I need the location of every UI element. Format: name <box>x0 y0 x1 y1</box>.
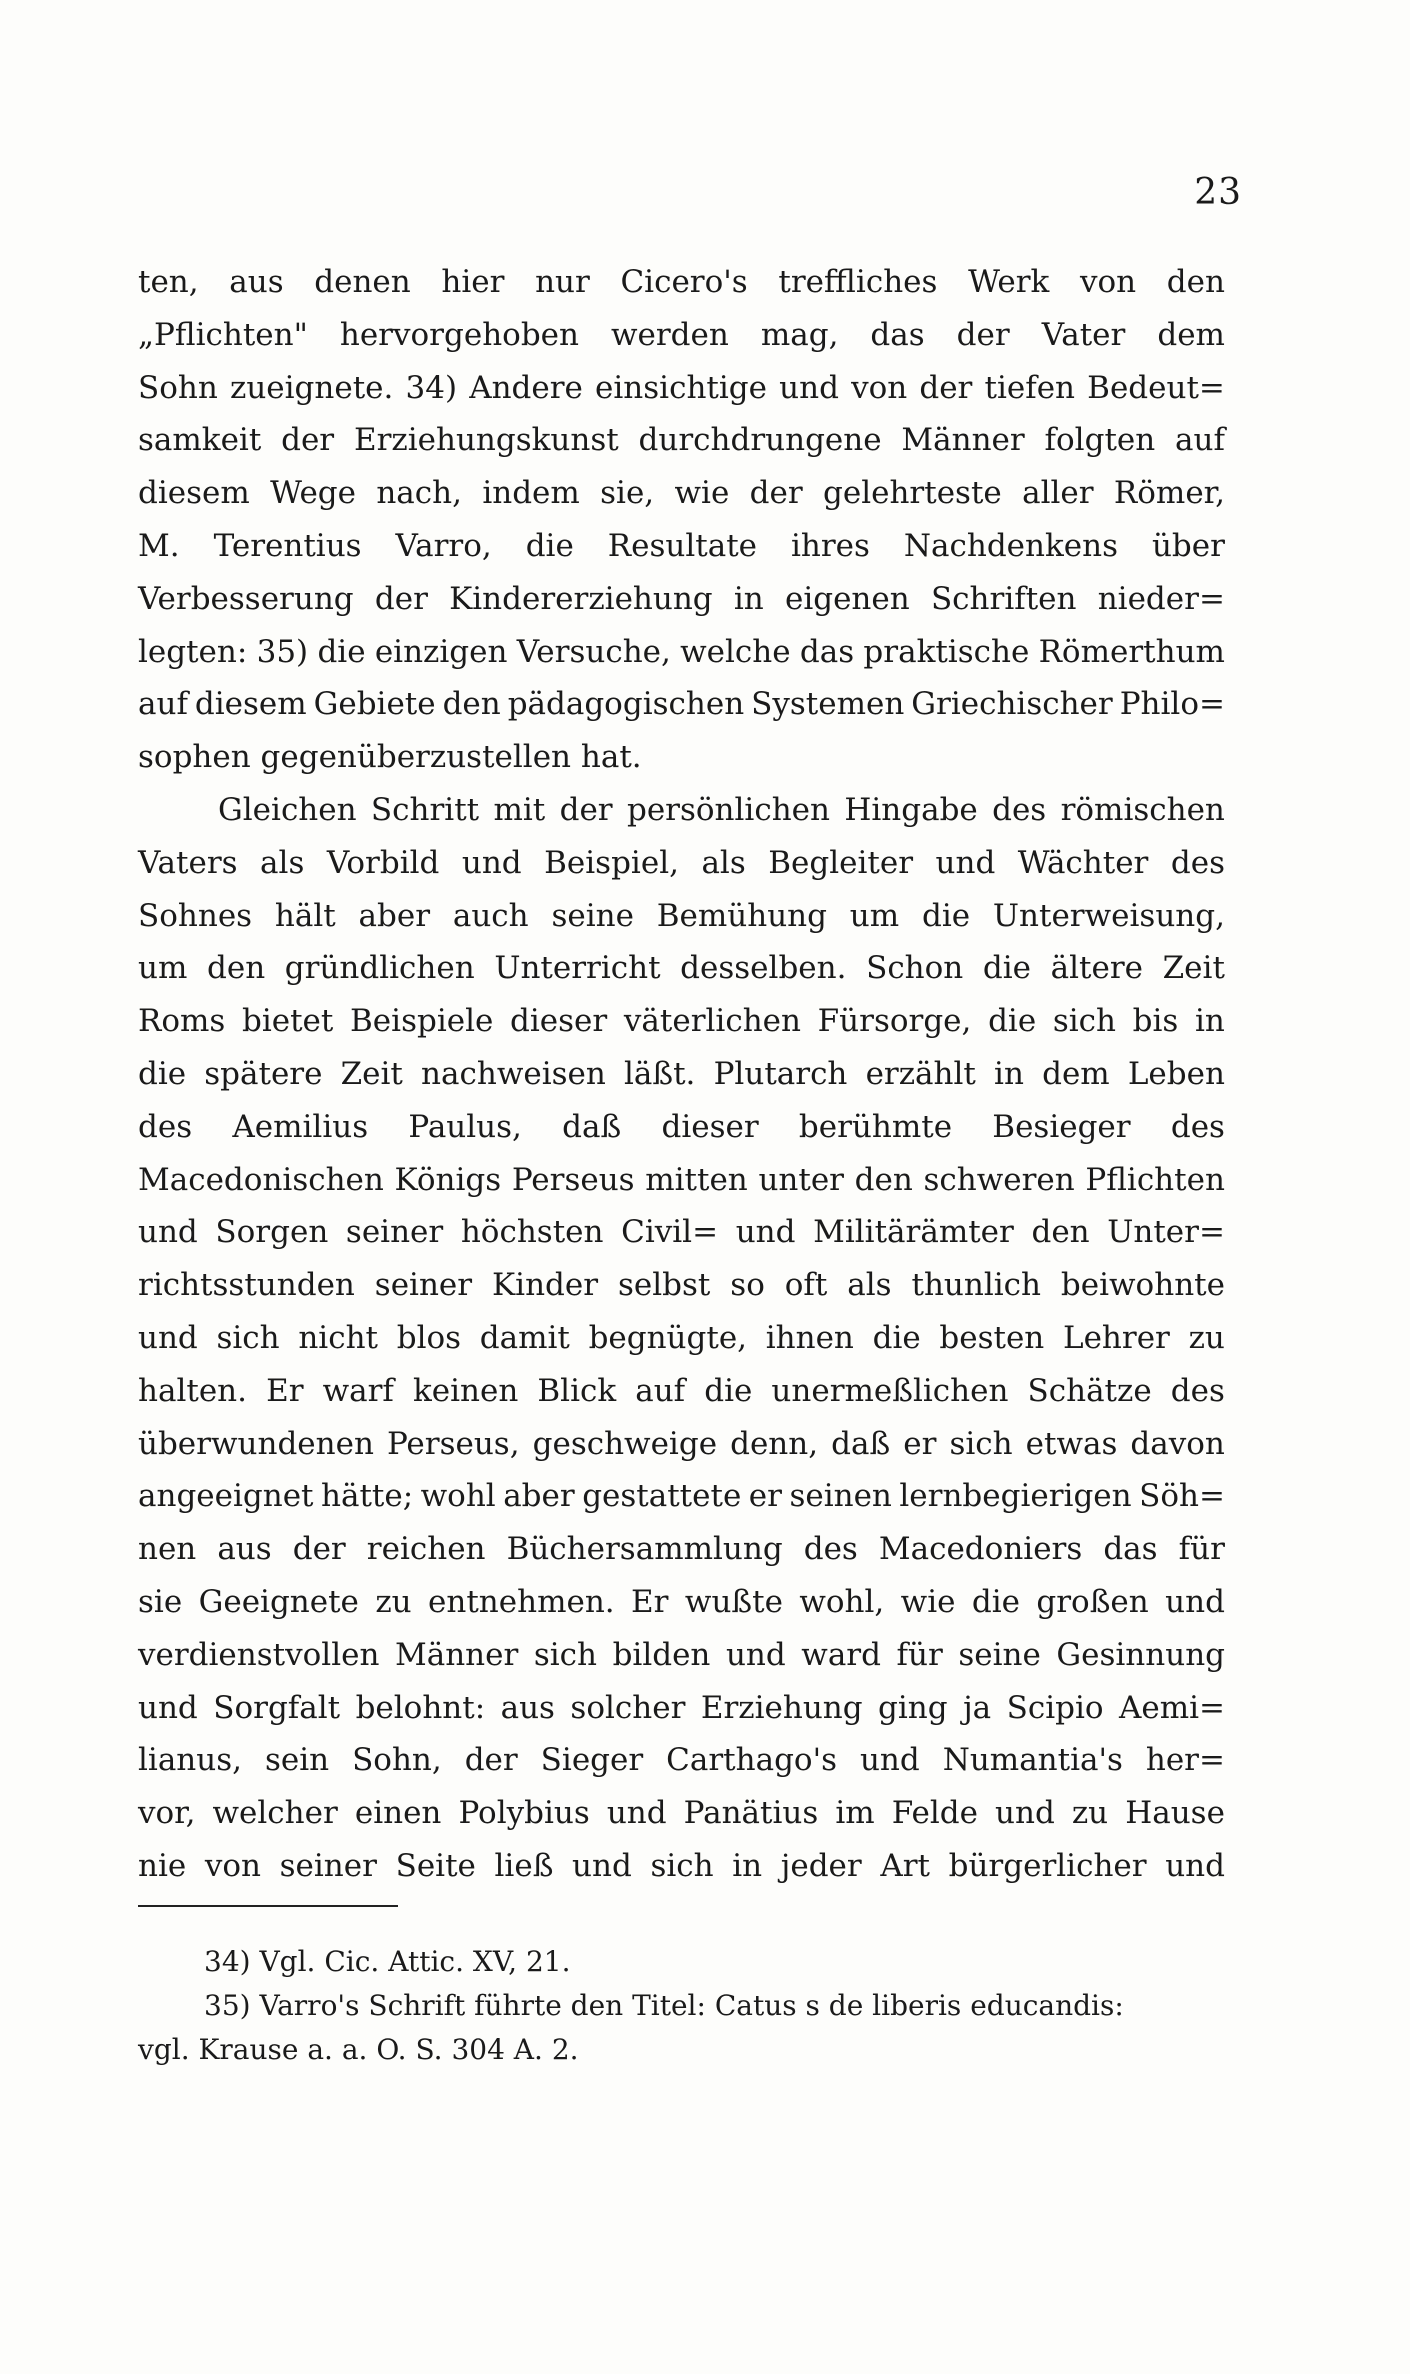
text-line: Verbesserung der Kindererziehung in eigenen Schriften nieder= <box>138 580 1225 617</box>
text-line: diesem Wege nach, indem sie, wie der gelehrteste aller Römer, <box>138 475 1225 512</box>
text-line: „Pflichten" hervorgehoben werden mag, das der Vater dem <box>138 316 1225 353</box>
text-line: um den gründlichen Unterricht desselben. Schon die ältere Zeit <box>138 950 1225 987</box>
footnote-34: 34) Vgl. Cic. Attic. XV, 21. <box>204 1945 571 1978</box>
text-line: verdienstvollen Männer sich bilden und ward für seine Gesinnung <box>138 1636 1225 1673</box>
page-number: 23 <box>1194 172 1242 213</box>
text-line: des Aemilius Paulus, daß dieser berühmte Besieger des <box>138 1108 1225 1145</box>
text-line: Gleichen Schritt mit der persönlichen Hingabe des römischen <box>218 791 1225 828</box>
text-line: nie von seiner Seite ließ und sich in jeder Art bürgerlicher und <box>138 1847 1225 1884</box>
text-line: legten: 35) die einzigen Versuche, welche das praktische Römerthum <box>138 633 1225 670</box>
text-line: Macedonischen Königs Perseus mitten unter den schweren Pflichten <box>138 1161 1225 1198</box>
text-line: und sich nicht blos damit begnügte, ihnen die besten Lehrer zu <box>138 1319 1225 1356</box>
text-line: samkeit der Erziehungskunst durchdrungene Männer folgten auf <box>138 422 1225 459</box>
footnotes <box>138 1940 1225 2072</box>
text-line: angeeignet hätte; wohl aber gestattete er seinen lernbegierigen Söh= <box>138 1478 1225 1515</box>
text-line: Sohn zueignete. 34) Andere einsichtige und von der tiefen Bedeut= <box>138 369 1225 406</box>
footnote-35-continued: vgl. Krause a. a. O. S. 304 A. 2. <box>138 2033 579 2066</box>
text-line: auf diesem Gebiete den pädagogischen Systemen Griechischer Philo= <box>138 686 1225 723</box>
text-line: und Sorgfalt belohnt: aus solcher Erziehung ging ja Scipio Aemi= <box>138 1689 1225 1726</box>
footnote-divider <box>138 1905 398 1907</box>
text-line: Roms bietet Beispiele dieser väterlichen Fürsorge, die sich bis in <box>138 1003 1225 1040</box>
text-line: nen aus der reichen Büchersammlung des Macedoniers das für <box>138 1531 1225 1568</box>
text-line: ten, aus denen hier nur Cicero's treffliches Werk von den <box>138 264 1225 300</box>
text-line: halten. Er warf keinen Blick auf die unermeßlichen Schätze des <box>138 1372 1225 1409</box>
text-line: überwundenen Perseus, geschweige denn, daß er sich etwas davon <box>138 1425 1225 1462</box>
text-line: vor, welcher einen Polybius und Panätius im Felde und zu Hause <box>138 1795 1225 1832</box>
text-line: M. Terentius Varro, die Resultate ihres Nachdenkens über <box>138 527 1225 564</box>
text-line: die spätere Zeit nachweisen läßt. Plutarch erzählt in dem Leben <box>138 1055 1225 1092</box>
text-line: sophen gegenüberzustellen hat. <box>138 739 642 776</box>
body-text <box>138 256 1225 1893</box>
text-line: Sohnes hält aber auch seine Bemühung um die Unterweisung, <box>138 897 1225 934</box>
text-line: sie Geeignete zu entnehmen. Er wußte wohl, wie die großen und <box>138 1583 1225 1620</box>
text-line: lianus, sein Sohn, der Sieger Carthago's und Numantia's her= <box>138 1742 1225 1779</box>
text-line: richtsstunden seiner Kinder selbst so oft als thunlich beiwohnte <box>138 1267 1225 1304</box>
footnote-35: 35) Varro's Schrift führte den Titel: Catus s de liberis educandis: <box>204 1989 1124 2022</box>
text-line: Vaters als Vorbild und Beispiel, als Begleiter und Wächter des <box>138 844 1225 881</box>
text-line: und Sorgen seiner höchsten Civil= und Militärämter den Unter= <box>138 1214 1225 1251</box>
